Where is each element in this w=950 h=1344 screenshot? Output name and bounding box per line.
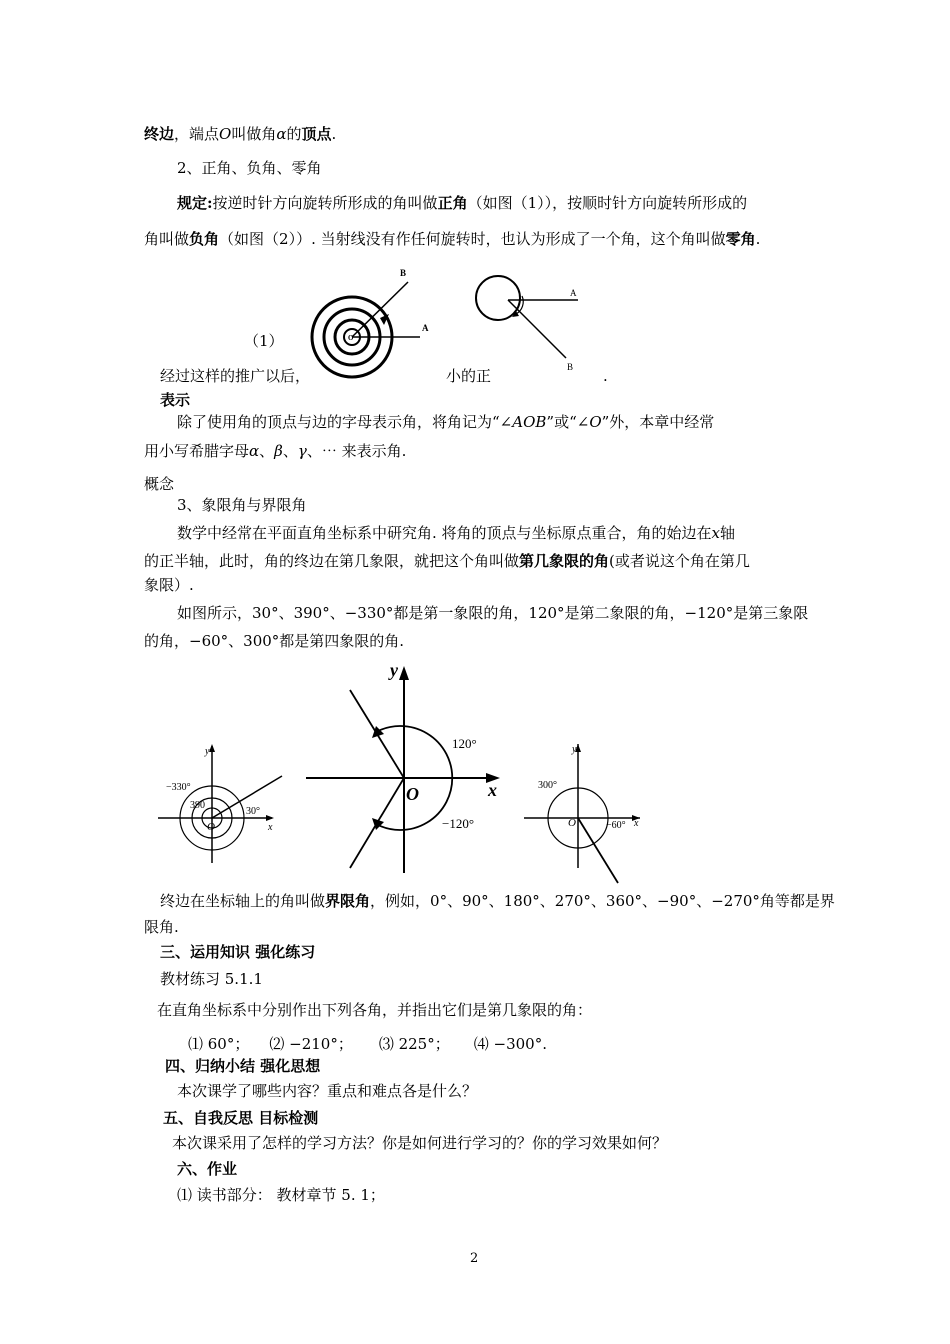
text-line-negative-zero: 角叫做负角（如图（2））. 当射线没有作任何旋转时，也认为形成了一个角，这个角叫做零角.: [144, 230, 761, 248]
term-vertex: 顶点: [301, 125, 332, 143]
label-B: B: [567, 362, 574, 372]
text-line-quadrant-3: 象限）.: [144, 576, 194, 594]
exercise-item-1: ⑴ 60°；: [188, 1035, 250, 1053]
text-line-exercise-ref: 教材练习 5.1.1: [160, 970, 263, 988]
text-line-summary: 本次课学了哪些内容？重点和难点各是什么？: [177, 1082, 478, 1100]
angle-label-120: 120°: [452, 736, 477, 751]
heading-notation: 表示: [160, 391, 191, 409]
text-line-generalization: 经过这样的推广以后， 小的正 .: [160, 367, 608, 385]
heading-section-3: 三、运用知识 强化练习: [160, 943, 316, 961]
term-zero-angle: 零角: [725, 230, 756, 248]
text-line-exercise-task: 在直角坐标系中分别作出下列各角，并指出它们是第几象限的角：: [157, 1001, 593, 1019]
angle-label-minus-60: −60°: [606, 820, 626, 831]
angle-label-300: 300°: [538, 780, 557, 791]
term-terminal-side: 终边: [144, 125, 175, 143]
figure-fourth-quadrant-angles: [520, 738, 660, 888]
label-concept: 概念: [144, 475, 175, 493]
text-line-rule: 规定:按逆时针方向旋转所形成的角叫做正角（如图（1）），按顺时针方向旋转所形成的: [177, 194, 748, 212]
heading-section-5: 五、自我反思 目标检测: [163, 1109, 319, 1127]
text-line-notation-1: 除了使用角的顶点与边的字母表示角，将角记为“∠AOB”或“∠O”外，本章中经常: [177, 413, 715, 431]
figure-second-third-quadrant-angles: [300, 658, 520, 878]
figure-first-quadrant-angles: [150, 738, 290, 868]
exercise-item-4: ⑷ −300°.: [473, 1035, 547, 1053]
origin-label: O: [568, 817, 576, 829]
text-line-homework: ⑴ 读书部分： 教材章节 5. 1；: [177, 1186, 385, 1204]
heading-quadrant-angle: 3、象限角与界限角: [177, 496, 307, 514]
origin-label: O: [406, 784, 419, 804]
term-negative-angle: 负角: [189, 230, 220, 248]
heading-section-6: 六、作业: [177, 1160, 238, 1178]
axis-y-label: y: [390, 660, 398, 680]
axis-x-label: x: [488, 780, 497, 800]
text-line-examples-2: 的角，−60°、300°都是第四象限的角.: [144, 632, 405, 650]
text-line-boundary-1: 终边在坐标轴上的角叫做界限角，例如，0°、90°、180°、270°、360°、−90°、−270°角等都是界: [160, 892, 835, 910]
label-A: A: [422, 323, 429, 333]
exercise-item-2: ⑵ −210°；: [269, 1035, 353, 1053]
text-line-quadrant-1: 数学中经常在平面直角坐标系中研究角. 将角的顶点与坐标原点重合，角的始边在x轴: [177, 524, 736, 542]
text-line-notation-2: 用小写希腊字母α、β、γ、⋯ 来表示角.: [144, 442, 407, 460]
label-O: O: [348, 334, 354, 342]
axis-x-label: x: [634, 818, 639, 829]
term-positive-angle: 正角: [437, 194, 468, 212]
text-line-terminal-side: 终边，端点O叫做角α的顶点.: [144, 125, 337, 143]
axis-x-label: x: [268, 822, 273, 833]
angle-label-30: 30°: [246, 806, 260, 817]
figure-positive-angle: [300, 262, 450, 382]
figure-label-1: （1）: [244, 332, 284, 350]
origin-label: O: [207, 821, 215, 833]
exercise-items: [188, 1034, 547, 1054]
text-line-reflection: 本次课采用了怎样的学习方法？你是如何进行学习的？你的学习效果如何？: [172, 1134, 668, 1152]
term-boundary-angle: 界限角: [325, 892, 371, 910]
axis-y-label: y: [205, 746, 210, 757]
angle-label-minus-120: −120°: [442, 816, 475, 831]
text-line-examples-1: 如图所示，30°、390°、−330°都是第一象限的角，120°是第二象限的角，−120°是第三象限: [177, 604, 809, 622]
term-quadrant-angle: 第几象限的角: [519, 552, 610, 570]
angle-label-390: 390: [190, 800, 205, 811]
heading-section-4: 四、归纳小结 强化思想: [165, 1057, 321, 1075]
figure-negative-angle: [470, 270, 590, 380]
heading-positive-negative-zero-angle: 2、正角、负角、零角: [177, 159, 322, 177]
text-line-quadrant-2: 的正半轴，此时，角的终边在第几象限，就把这个角叫做第几象限的角(或者说这个角在第几: [144, 552, 750, 570]
text-line-boundary-2: 限角.: [144, 918, 179, 936]
axis-y-label: y: [572, 744, 577, 755]
page-number: 2: [470, 1251, 479, 1266]
exercise-item-3: ⑶ 225°；: [378, 1035, 450, 1053]
label-B: B: [400, 268, 407, 278]
angle-label-minus-330: −330°: [166, 782, 191, 793]
label-A: A: [570, 288, 577, 298]
